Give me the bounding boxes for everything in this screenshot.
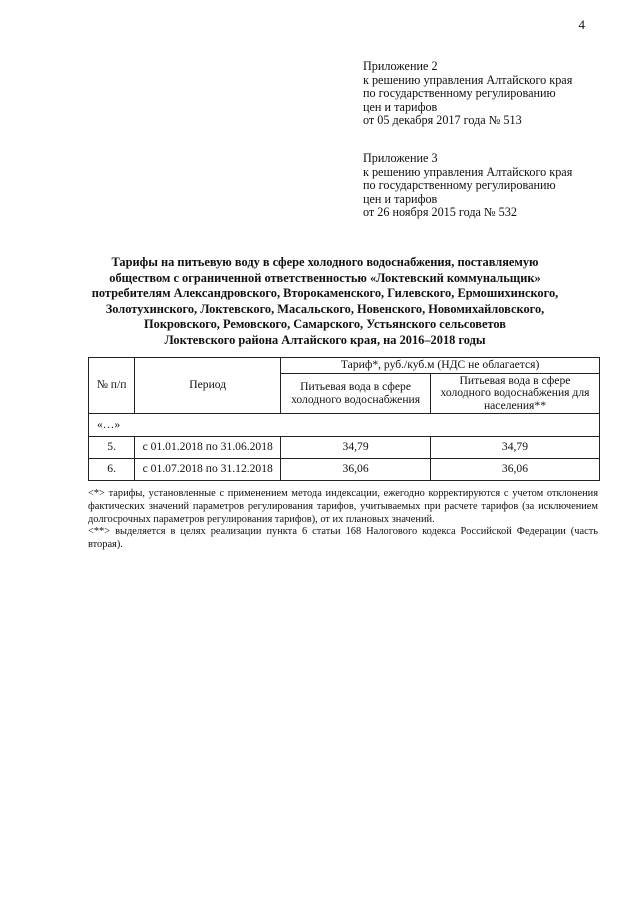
table-header-row bbox=[89, 358, 600, 374]
ellipsis-cell: «…» bbox=[89, 414, 600, 437]
table-row bbox=[89, 437, 600, 459]
title-line: Золотухинского, Локтевского, Масальского, Новенского, Новомихайловского, bbox=[105, 301, 545, 316]
appendix-3-line: цен и тарифов bbox=[363, 191, 438, 206]
cell-drinking: 36,06 bbox=[281, 459, 431, 481]
appendix-2-line: Приложение 2 bbox=[363, 59, 438, 73]
appendix-3-line: по государственному регулированию bbox=[363, 178, 556, 193]
header-drinking-water: Питьевая вода в сфере холодного водоснабжения bbox=[281, 374, 431, 414]
cell-period: с 01.07.2018 по 31.12.2018 bbox=[135, 459, 281, 481]
appendix-3-line: от 26 ноября 2015 года № 532 bbox=[363, 205, 517, 220]
title-line: Тарифы на питьевую воду в сфере холодного водоснабжения, поставляемую bbox=[111, 255, 539, 269]
footnote-tariff: <*> тарифы, установленные с применением метода индексации, ежегодно корректируются с учетом отклонения фактических значений параметров регулирования тарифов, учитываемых при расчете тарифов (за исключением долгосрочных параметров регулирования тарифов), от их плановых значений. bbox=[88, 488, 598, 525]
cell-number: 6. bbox=[89, 459, 135, 481]
appendix-2-line: от 05 декабря 2017 года № 513 bbox=[363, 113, 522, 128]
appendix-2-line: цен и тарифов bbox=[363, 99, 438, 114]
title-line: обществом с ограниченной ответственностью «Локтевский коммунальщик» bbox=[109, 270, 541, 285]
header-population-water: Питьевая вода в сфере холодного водоснабжения для населения** bbox=[430, 374, 599, 414]
appendix-3-header bbox=[363, 152, 572, 220]
footnotes bbox=[88, 488, 598, 552]
appendix-3-line: к решению управления Алтайского края bbox=[363, 164, 573, 179]
title-line: Покровского, Ремовского, Самарского, Устьянского сельсоветов bbox=[144, 317, 506, 332]
header-tariff: Тариф*, руб./куб.м (НДС не облагается) bbox=[281, 358, 600, 374]
cell-population: 34,79 bbox=[430, 437, 599, 459]
footnote-vat: <**> выделяется в целях реализации пункта 6 статьи 168 Налогового кодекса Российской Федерации (часть вторая). bbox=[88, 526, 598, 551]
appendix-2-line: по государственному регулированию bbox=[363, 86, 556, 101]
cell-population: 36,06 bbox=[430, 459, 599, 481]
header-number: № п/п bbox=[89, 358, 135, 414]
cell-drinking: 34,79 bbox=[281, 437, 431, 459]
appendix-2-header bbox=[363, 60, 572, 128]
page-number: 4 bbox=[578, 17, 585, 32]
header-period: Период bbox=[135, 358, 281, 414]
tariff-table bbox=[88, 357, 600, 481]
cell-period: с 01.01.2018 по 31.06.2018 bbox=[135, 437, 281, 459]
table-row bbox=[89, 459, 600, 481]
title-line: Локтевского района Алтайского края, на 2016–2018 годы bbox=[164, 332, 486, 347]
cell-number: 5. bbox=[89, 437, 135, 459]
document-title bbox=[60, 255, 590, 349]
title-line: потребителям Александровского, Второкаменского, Гилевского, Ермошихинского, bbox=[91, 286, 559, 301]
table-row-omitted bbox=[89, 414, 600, 437]
appendix-3-line: Приложение 3 bbox=[363, 151, 438, 165]
appendix-2-line: к решению управления Алтайского края bbox=[363, 72, 573, 87]
